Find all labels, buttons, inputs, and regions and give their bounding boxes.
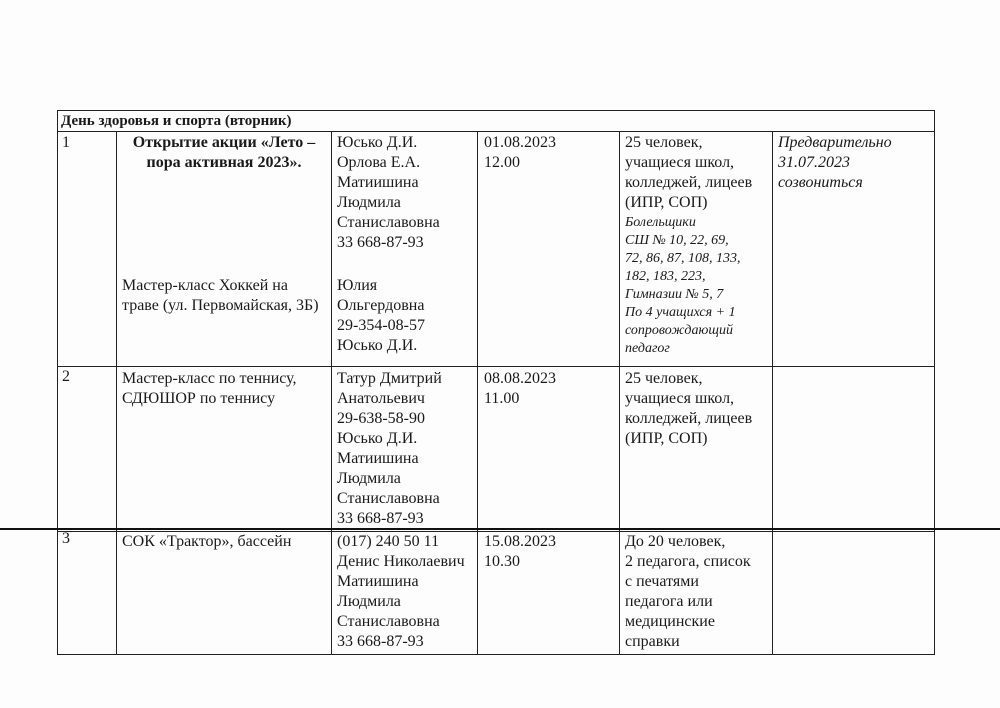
row-number: 3 <box>62 530 70 547</box>
participants-line: (ИПР, СОП) <box>625 194 708 211</box>
contact-line: Станиславовна <box>337 613 440 630</box>
events-table <box>57 110 935 655</box>
participants-line: До 20 человек, <box>625 533 726 550</box>
contact-line: Анатольевич <box>337 390 425 407</box>
contact-line: Татур Дмитрий <box>337 370 442 387</box>
contact-line: 29-354-08-57 <box>337 317 425 334</box>
contact-line: Станиславовна <box>337 490 440 507</box>
contact-line: 33 668-87-93 <box>337 234 424 251</box>
participants-line: с печатями <box>625 573 699 590</box>
contact-line: 33 668-87-93 <box>337 633 424 650</box>
remark-block <box>778 133 932 193</box>
participants-block <box>625 369 771 449</box>
remark-line: Предварительно <box>778 134 892 151</box>
datetime-block <box>484 133 556 173</box>
time: 10.30 <box>484 553 520 570</box>
participants-line: (ИПР, СОП) <box>625 430 708 447</box>
participants-note <box>625 214 771 358</box>
note-line: Болельщики <box>625 215 696 230</box>
participants-block <box>625 532 771 652</box>
column-divider <box>772 131 773 654</box>
participants-line: учащиеся школ, <box>625 154 735 171</box>
contacts-block <box>337 276 475 356</box>
participants-line: медицинские <box>625 613 715 630</box>
column-divider <box>477 131 478 654</box>
participants-line: справки <box>625 633 680 650</box>
contact-line: Матиишина <box>337 450 419 467</box>
participants-line: 2 педагога, список <box>625 553 751 570</box>
note-line: По 4 учащихся + 1 <box>625 305 736 320</box>
contact-line: Матиишина <box>337 174 419 191</box>
contact-line: Станиславовна <box>337 214 440 231</box>
date: 15.08.2023 <box>484 533 556 550</box>
contact-line: Денис Николаевич <box>337 553 465 570</box>
date: 08.08.2023 <box>484 370 556 387</box>
note-line: педагог <box>625 341 670 356</box>
contact-line: Матиишина <box>337 573 419 590</box>
contact-line: 33 668-87-93 <box>337 510 424 527</box>
participants-line: учащиеся школ, <box>625 390 735 407</box>
remark-line: созвониться <box>778 174 863 191</box>
participants-line: 25 человек, <box>625 370 703 387</box>
note-line: СШ № 10, 22, 69, <box>625 233 729 248</box>
row-divider <box>58 366 934 367</box>
contact-line: Юсько Д.И. <box>337 430 418 447</box>
remark-line: 31.07.2023 <box>778 154 850 171</box>
note-line: сопровождающий <box>625 323 733 338</box>
contact-line: Людмила <box>337 593 401 610</box>
contact-line: Ольгердовна <box>337 297 425 314</box>
contact-line: Людмила <box>337 194 401 211</box>
note-line: 182, 183, 223, <box>625 269 706 284</box>
participants-block <box>625 133 771 213</box>
participants-line: педагога или <box>625 593 713 610</box>
event-title: Открытие акции «Лето – пора активная 2023». <box>132 134 316 171</box>
row-number: 1 <box>62 134 70 151</box>
contact-line: (017) 240 50 11 <box>337 533 440 550</box>
contact-line: Людмила <box>337 470 401 487</box>
datetime-block <box>484 532 556 572</box>
event-title: Мастер-класс по теннису, СДЮШОР по теннису <box>122 370 297 407</box>
date: 01.08.2023 <box>484 134 556 151</box>
contact-line: Юсько Д.И. <box>337 337 418 354</box>
section-title: День здоровья и спорта (вторник) <box>61 113 292 129</box>
column-divider <box>619 131 620 654</box>
event-title: СОК «Трактор», бассейн <box>122 533 292 550</box>
event-subtitle: Мастер-класс Хоккей на траве (ул. Первомайская, 3Б) <box>122 277 319 314</box>
contact-line: Орлова Е.А. <box>337 154 421 171</box>
datetime-block <box>484 369 556 409</box>
row-number: 2 <box>62 368 70 385</box>
time: 12.00 <box>484 154 520 171</box>
column-divider <box>116 131 117 654</box>
contact-line: 29-638-58-90 <box>337 410 425 427</box>
contacts-block <box>337 133 475 253</box>
participants-line: 25 человек, <box>625 134 703 151</box>
column-divider <box>331 131 332 654</box>
contact-line: Юлия <box>337 277 378 294</box>
note-line: 72, 86, 87, 108, 133, <box>625 251 741 266</box>
contacts-block <box>337 532 475 652</box>
participants-line: колледжей, лицеев <box>625 410 753 427</box>
row-divider <box>58 131 934 132</box>
contact-line: Юсько Д.И. <box>337 134 418 151</box>
contacts-block <box>337 369 475 529</box>
note-line: Гимназии № 5, 7 <box>625 287 724 302</box>
scan-artifact-line <box>0 528 1000 530</box>
participants-line: колледжей, лицеев <box>625 174 753 191</box>
time: 11.00 <box>484 390 520 407</box>
